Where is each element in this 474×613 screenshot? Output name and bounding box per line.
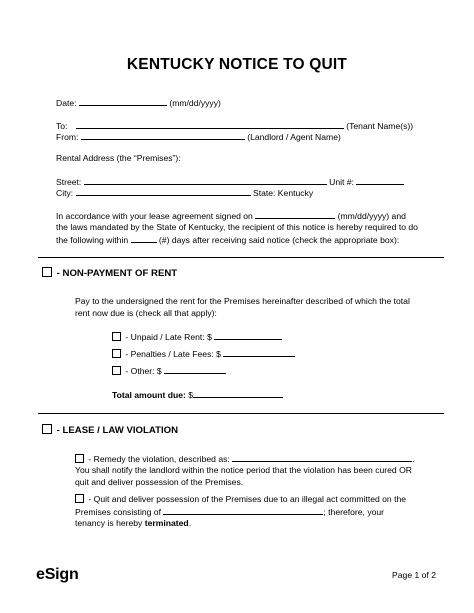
intro-line-1	[56, 210, 406, 222]
from-label: From:	[56, 132, 79, 142]
document-title: KENTUCKY NOTICE TO QUIT	[126, 56, 348, 73]
date-label: Date:	[56, 98, 77, 108]
city-label: City:	[56, 188, 74, 198]
unpaid-rent-checkbox[interactable]	[112, 332, 121, 341]
unpaid-rent-label: - Unpaid / Late Rent: $	[125, 332, 212, 342]
to-hint: (Tenant Name(s))	[346, 121, 414, 131]
intro-line-3	[56, 234, 399, 246]
unit-label: Unit #:	[329, 177, 354, 187]
to-label: To:	[56, 121, 68, 131]
remedy-line-2: You shall notify the landlord within the notice period that the violation has been cured OR	[75, 465, 412, 475]
nonpayment-para-1: Pay to the undersigned the rent for the Premises hereinafter described of which the total	[75, 296, 410, 306]
total-row	[112, 389, 283, 401]
other-field[interactable]	[164, 365, 226, 374]
state-label: State: Kentucky	[252, 188, 314, 198]
intro-text-1b: (mm/dd/yyyy) and	[337, 211, 406, 221]
city-field[interactable]	[76, 187, 251, 196]
penalties-label: - Penalties / Late Fees: $	[125, 349, 221, 359]
from-row	[56, 131, 341, 143]
days-field[interactable]	[131, 234, 157, 243]
page-number: Page 1 of 2	[392, 570, 436, 580]
quit-checkbox[interactable]	[75, 494, 84, 503]
quit-line-3-row	[75, 518, 191, 529]
remedy-checkbox[interactable]	[75, 454, 84, 463]
violation-description-field[interactable]	[232, 453, 415, 464]
nonpayment-checkbox[interactable]	[42, 267, 52, 277]
section-nonpayment-heading	[42, 267, 177, 279]
remedy-line-3: quit and deliver possession of the Premises.	[75, 477, 244, 487]
street-field[interactable]	[84, 176, 327, 185]
lease-date-field[interactable]	[255, 210, 335, 219]
quit-text-3a: tenancy is hereby	[75, 518, 143, 528]
illegal-act-field[interactable]	[163, 506, 323, 515]
remedy-label: - Remedy the violation, described as:	[88, 454, 230, 464]
quit-line-2-row	[75, 506, 384, 518]
intro-line-2: the laws mandated by the State of Kentucky, the recipient of this notice is hereby required to do	[56, 222, 418, 232]
nonpayment-heading-text: - NON-PAYMENT OF RENT	[56, 268, 178, 279]
date-hint: (mm/dd/yyyy)	[169, 98, 221, 108]
quit-text-2b: ; therefore, your	[323, 507, 385, 517]
unpaid-rent-row	[112, 331, 282, 343]
unit-field[interactable]	[356, 176, 404, 185]
tenant-name-field[interactable]	[76, 120, 344, 129]
date-row	[56, 97, 221, 109]
other-checkbox[interactable]	[112, 366, 121, 375]
intro-text-3b: (#) days after receiving said notice (check the appropriate box):	[158, 235, 400, 245]
quit-text-3c: .	[188, 518, 192, 528]
rental-address-label: Rental Address (the “Premises”):	[56, 153, 181, 163]
section-violation-heading	[42, 424, 178, 436]
penalties-checkbox[interactable]	[112, 349, 121, 358]
terminated-text: terminated	[144, 518, 189, 528]
intro-text-1a: In accordance with your lease agreement signed on	[56, 211, 253, 221]
violation-checkbox[interactable]	[42, 424, 52, 434]
esign-logo: eSign	[36, 566, 79, 583]
quit-row	[75, 494, 406, 505]
penalties-row	[112, 348, 295, 360]
total-field[interactable]	[193, 389, 283, 398]
nonpayment-para-2: rent now due is (check all that apply):	[75, 308, 217, 318]
date-field[interactable]	[79, 97, 167, 106]
quit-line-1: - Quit and deliver possession of the Premises due to an illegal act committed on the	[88, 494, 407, 504]
other-row	[112, 365, 226, 377]
unpaid-rent-field[interactable]	[214, 331, 282, 340]
other-label: - Other: $	[125, 366, 162, 376]
total-dollar-sign: $	[188, 390, 194, 400]
section-divider	[38, 257, 444, 258]
city-row	[56, 187, 313, 199]
remedy-period: .	[412, 454, 415, 464]
landlord-name-field[interactable]	[81, 131, 245, 140]
penalties-field[interactable]	[223, 348, 295, 357]
total-label: Total amount due:	[112, 390, 186, 400]
violation-heading-text: - LEASE / LAW VIOLATION	[56, 425, 179, 436]
quit-text-2a: Premises consisting of	[75, 507, 161, 517]
from-hint: (Landlord / Agent Name)	[247, 132, 341, 142]
remedy-row	[75, 453, 415, 465]
street-label: Street:	[56, 177, 82, 187]
intro-text-3a: the following within	[56, 235, 129, 245]
section-divider-2	[38, 413, 444, 414]
